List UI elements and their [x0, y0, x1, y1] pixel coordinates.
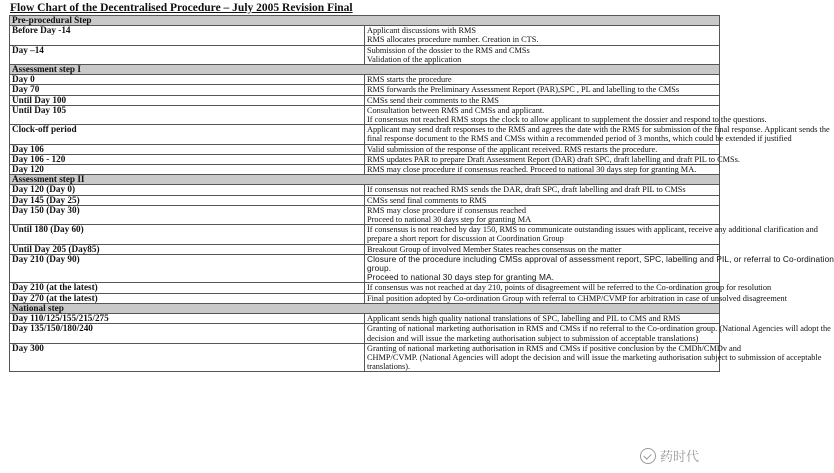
- description-line: Applicant discussions with RMS: [367, 26, 477, 36]
- description-line: RMS allocates procedure number. Creation in CTS.: [367, 35, 539, 45]
- section-row: [10, 303, 720, 313]
- step-label: Day 150 (Day 30): [10, 205, 365, 224]
- table-row: [10, 185, 720, 195]
- description-line: Granting of national marketing authorisation in RMS and CMSs if no referral to the Co-ordination group. (National Agencies will adopt the: [367, 324, 831, 334]
- watermark: [640, 446, 699, 465]
- table-row: [10, 254, 720, 283]
- step-description: [365, 293, 787, 303]
- section-heading: Pre-procedural Step: [10, 16, 720, 26]
- table-row: [10, 105, 720, 124]
- description-line: If consensus was not reached at day 210, points of disagreement will be referred to the Co-ordination group for resolution: [367, 283, 772, 293]
- table-row: [10, 343, 720, 372]
- wechat-logo-icon: [640, 448, 656, 464]
- step-label: Day 300: [10, 343, 365, 372]
- step-label: Day 120: [10, 165, 365, 175]
- table-row: [10, 283, 720, 293]
- description-line: Applicant may send draft responses to the RMS and agrees the date with the RMS for submission of the final response. Applicant sends the: [367, 125, 830, 135]
- step-description: [365, 125, 830, 144]
- step-label: Day 110/125/155/215/275: [10, 314, 365, 324]
- table-row: [10, 154, 720, 164]
- table-row: [10, 205, 720, 224]
- step-label: Before Day -14: [10, 26, 365, 45]
- description-line: Validation of the application: [367, 54, 462, 64]
- table-row: [10, 125, 720, 144]
- description-line: If consensus not reached RMS stops the clock to allow applicant to supplement the dossier and respond to the questions.: [367, 115, 767, 125]
- step-label: Day –14: [10, 45, 365, 64]
- step-label: Day 210 (at the latest): [10, 283, 365, 293]
- step-label: Until Day 105: [10, 105, 365, 124]
- description-line: Applicant sends high quality national translations of SPC, labelling and PIL to CMS and RMS: [367, 314, 681, 324]
- description-line: RMS forwards the Preliminary Assessment Report (PAR),SPC , PL and labelling to the CMSs: [367, 85, 680, 95]
- step-description: [365, 314, 720, 324]
- step-description: [365, 253, 834, 283]
- step-description: [365, 283, 772, 293]
- document-title: Flow Chart of the Decentralised Procedure – July 2005 Revision Final: [10, 2, 353, 14]
- step-label: Day 106: [10, 144, 365, 154]
- description-line: Consultation between RMS and CMSs and applicant.: [367, 105, 545, 115]
- description-line: Proceed to national 30 days step for granting MA.: [367, 272, 555, 283]
- description-line: If consensus not reached RMS sends the DAR, draft SPC, draft labelling and draft PIL to CMSs: [367, 185, 686, 195]
- table-row: [10, 165, 720, 175]
- step-label: Until 180 (Day 60): [10, 225, 365, 244]
- table-row: [10, 144, 720, 154]
- section-row: [10, 175, 720, 185]
- step-description: [365, 165, 720, 175]
- description-line: Closure of the procedure including CMSs approval of assessment report, SPC, labelling and PIL, or referral to Co-ordination: [367, 253, 834, 264]
- table-row: [10, 195, 720, 205]
- section-heading: Assessment step II: [10, 175, 720, 185]
- table-row: [10, 95, 720, 105]
- section-heading: National step: [10, 303, 720, 313]
- description-line: RMS updates PAR to prepare Draft Assessment Report (DAR) draft SPC, draft labelling and draft PIL to CMSs.: [367, 154, 740, 164]
- step-label: Day 70: [10, 85, 365, 95]
- step-description: [365, 26, 720, 45]
- description-line: group.: [367, 263, 392, 274]
- step-label: Clock-off period: [10, 125, 365, 144]
- section-row: [10, 65, 720, 75]
- description-line: translations).: [367, 362, 411, 372]
- step-description: [365, 85, 720, 95]
- step-label: Day 210 (Day 90): [10, 254, 365, 283]
- watermark-text: 药时代: [659, 449, 699, 464]
- step-description: [365, 324, 831, 343]
- table-row: [10, 324, 720, 343]
- step-label: Day 0: [10, 75, 365, 85]
- description-line: Valid submission of the response of the applicant received. RMS restarts the procedure.: [367, 144, 658, 154]
- step-description: [365, 75, 720, 85]
- description-line: If consensus is not reached by day 150, RMS to communicate outstanding issues with applicant, receive any additional clarification and: [367, 225, 818, 235]
- step-label: Until Day 100: [10, 95, 365, 105]
- description-line: final response document to the RMS and CMSs within a recommended period of 3 months, which could be extended if justified: [367, 134, 792, 144]
- description-line: Submission of the dossier to the RMS and CMSs: [367, 45, 530, 55]
- table-row: [10, 85, 720, 95]
- description-line: CMSs send final comments to RMS: [367, 195, 487, 205]
- step-description: [365, 205, 720, 224]
- table-row: [10, 293, 720, 303]
- table-row: [10, 26, 720, 45]
- step-description: [365, 195, 720, 205]
- description-line: Final position adopted by Co-ordination Group with referral to CHMP/CVMP for arbitration in case of unsolved disagreement: [367, 293, 787, 303]
- step-description: [365, 45, 720, 64]
- table-row: [10, 314, 720, 324]
- step-description: [365, 185, 720, 195]
- step-description: [365, 95, 720, 105]
- table-row: [10, 244, 720, 254]
- step-description: [365, 343, 822, 372]
- step-description: [365, 105, 767, 125]
- step-label: Day 135/150/180/240: [10, 324, 365, 343]
- table-row: [10, 75, 720, 85]
- step-label: Day 270 (at the latest): [10, 293, 365, 303]
- description-line: RMS starts the procedure: [367, 75, 452, 85]
- description-line: Proceed to national 30 days step for granting MA: [367, 215, 532, 225]
- step-label: Day 145 (Day 25): [10, 195, 365, 205]
- step-label: Day 120 (Day 0): [10, 185, 365, 195]
- description-line: Granting of national marketing authorisation in RMS and CMSs if positive conclusion by the CMDh/CMDv and: [367, 343, 742, 353]
- procedure-table: [9, 15, 834, 372]
- step-label: Day 106 - 120: [10, 154, 365, 164]
- step-description: [365, 225, 818, 244]
- step-description: [365, 144, 720, 154]
- table-row: [10, 45, 720, 64]
- description-line: RMS may close procedure if consensus reached: [367, 205, 526, 215]
- description-line: prepare a short report for discussion at Coordination Group: [367, 234, 564, 244]
- description-line: RMS may close procedure if consensus reached. Proceed to national 30 days step for granting MA.: [367, 165, 697, 175]
- section-row: [10, 16, 720, 26]
- section-heading: Assessment step I: [10, 65, 720, 75]
- description-line: CHMP/CVMP. (National Agencies will adopt the decision and will issue the marketing authorisation subject to submission of acceptable: [367, 352, 822, 362]
- step-description: [365, 244, 720, 254]
- table-row: [10, 225, 720, 244]
- description-line: decision and will issue the marketing authorisation subject to submission of acceptable translations): [367, 333, 699, 343]
- description-line: CMSs send their comments to the RMS: [367, 95, 499, 105]
- step-description: [365, 154, 740, 164]
- description-line: Breakout Group of involved Member States reaches consensus on the matter: [367, 244, 622, 254]
- step-label: Until Day 205 (Day85): [10, 244, 365, 254]
